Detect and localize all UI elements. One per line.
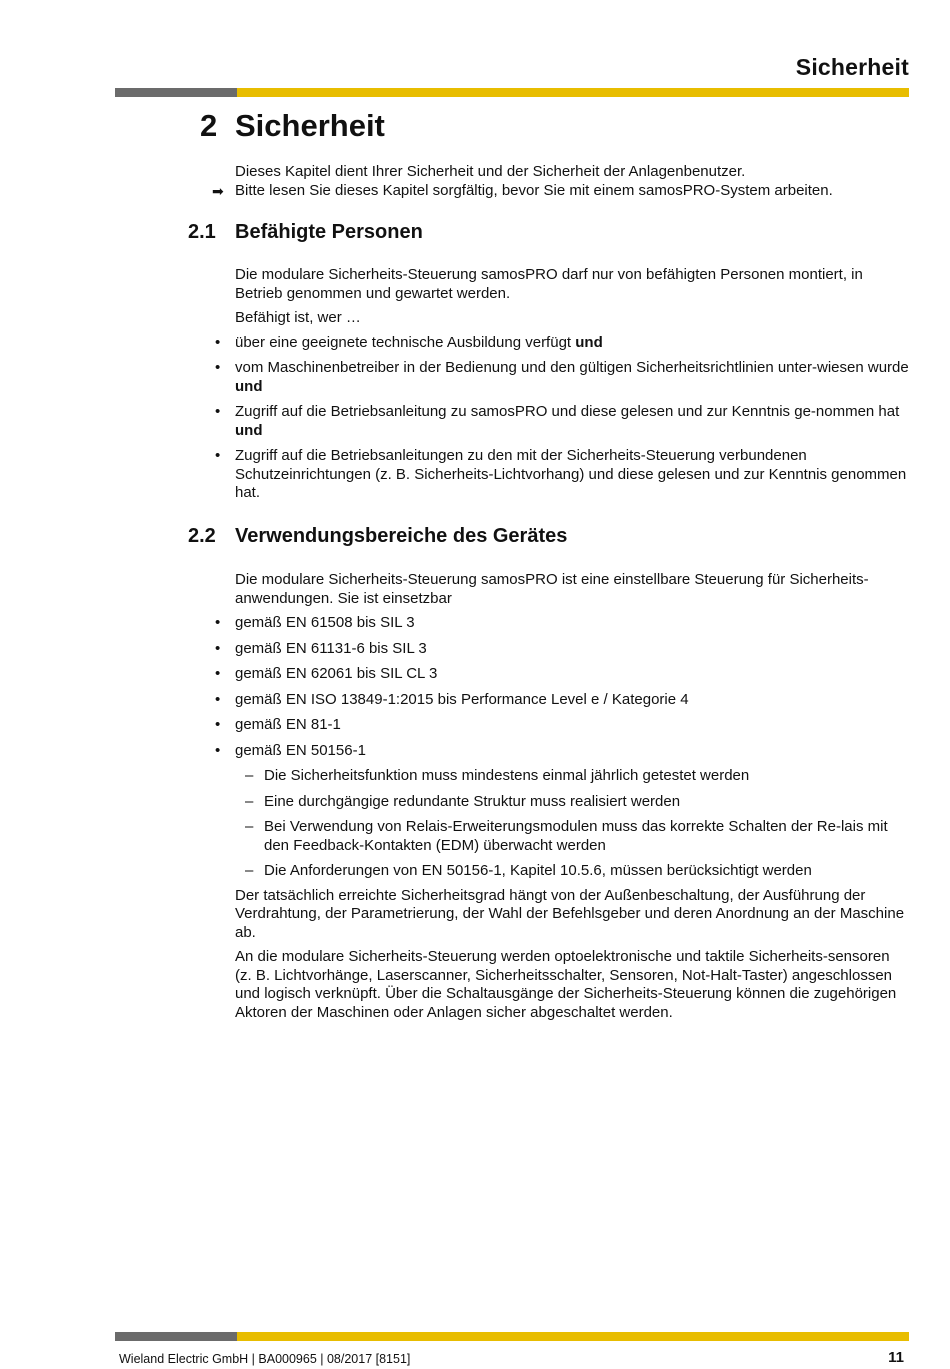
dash-icon: –	[245, 767, 254, 784]
list-item: • gemäß EN 81-1	[215, 716, 341, 733]
paragraph: Die modulare Sicherheits-Steuerung samosPRO darf nur von befähigten Personen montiert, in Betrieb genommen und gewartet werden.	[235, 266, 863, 302]
paragraph: An die modulare Sicherheits-Steuerung werden optoelektronische und taktile Sicherheits-sensoren (z. B. Lichtvorhänge, Laserscanner, Sicherheitsschalter, Sensoren, Not-Halt-Taster) angeschlossen und logisch verknüpft. Über die Schaltausgänge der Sicherheits-Steuerung können die zugehörigen Aktoren der Maschinen oder Anlagen sicher abgeschaltet werden.	[235, 948, 897, 1021]
footer-publisher: Wieland Electric GmbH | BA000965 | 08/2017 [8151]	[119, 1352, 411, 1366]
list-item: • über eine geeignete technische Ausbildung verfügt und	[215, 333, 603, 351]
arrow-right-icon: ➡	[212, 182, 224, 199]
page-number: 11	[888, 1349, 904, 1366]
list-item: • gemäß EN ISO 13849-1:2015 bis Performance Level e / Kategorie 4	[215, 690, 689, 708]
list-item: • Zugriff auf die Betriebsanleitungen zu den mit der Sicherheits-Steuerung verbundenen Schutzeinrichtungen (z. B. Sicherheits-Lichtvorhang) und diese gelesen und zur Kenntnis genommen hat.	[215, 447, 907, 501]
list-item: • gemäß EN 61508 bis SIL 3	[215, 614, 415, 631]
header-rule-grey	[115, 88, 237, 97]
bullet-icon: •	[215, 403, 221, 420]
section-title: Befähigte Personen	[235, 221, 423, 243]
header-rule	[115, 88, 909, 97]
section-title: Verwendungsbereiche des Gerätes	[235, 525, 568, 547]
chapter-title: Sicherheit	[235, 108, 385, 143]
footer-rule-yellow	[237, 1332, 909, 1341]
bullet-icon: •	[215, 639, 221, 657]
footer-rule	[115, 1332, 909, 1341]
sub-list-item: – Die Anforderungen von EN 50156-1, Kapitel 10.5.6, müssen berücksichtigt werden	[245, 862, 812, 879]
bullet-icon: •	[215, 665, 221, 682]
qualification-list	[206, 334, 909, 503]
sub-list-item: – Bei Verwendung von Relais-Erweiterungsmodulen muss das korrekte Schalten der Re-lais mit den Feedback-Kontakten (EDM) überwacht werden	[245, 818, 888, 854]
section-number: 2.2	[188, 525, 216, 547]
dash-icon: –	[245, 792, 254, 810]
list-item: • Zugriff auf die Betriebsanleitung zu samosPRO und diese gelesen und zur Kenntnis ge-nommen hat und	[215, 403, 900, 439]
standards-list	[206, 614, 909, 760]
paragraph: Die modulare Sicherheits-Steuerung samosPRO ist eine einstellbare Steuerung für Sicherheits-anwendungen. Sie ist einsetzbar	[235, 571, 869, 607]
section-heading-2-2	[188, 525, 567, 548]
bullet-icon: •	[215, 447, 221, 464]
instruction-line	[206, 182, 909, 201]
bullet-icon: •	[215, 741, 221, 759]
footer-rule-grey	[115, 1332, 237, 1341]
dash-icon: –	[245, 818, 254, 835]
section-2-1-body	[215, 266, 909, 503]
list-item: • gemäß EN 61131-6 bis SIL 3	[215, 639, 427, 657]
en50156-sublist	[206, 767, 909, 881]
list-item: • gemäß EN 62061 bis SIL CL 3	[215, 665, 438, 682]
section-2-2-body	[215, 571, 909, 1022]
intro-block	[212, 163, 909, 200]
paragraph: Befähigt ist, wer …	[235, 309, 361, 326]
list-item: • gemäß EN 50156-1	[215, 741, 366, 759]
chapter-number: 2	[200, 108, 218, 143]
list-item: • vom Maschinenbetreiber in der Bedienung und den gültigen Sicherheitsrichtlinien unter-wiesen wurde und	[215, 359, 909, 395]
bullet-icon: •	[215, 614, 221, 631]
bullet-icon: •	[215, 716, 221, 733]
bullet-icon: •	[215, 690, 221, 708]
instruction-text: Bitte lesen Sie dieses Kapitel sorgfältig, bevor Sie mit einem samosPRO-System arbeiten.	[235, 181, 833, 199]
header-rule-yellow	[237, 88, 909, 97]
dash-icon: –	[245, 862, 254, 879]
bullet-icon: •	[215, 359, 221, 376]
section-number: 2.1	[188, 221, 216, 243]
sub-list-item: – Die Sicherheitsfunktion muss mindestens einmal jährlich getestet werden	[245, 767, 750, 784]
bullet-icon: •	[215, 333, 221, 351]
chapter-heading	[200, 108, 385, 144]
sub-list-item: – Eine durchgängige redundante Struktur muss realisiert werden	[245, 792, 681, 810]
intro-text: Dieses Kapitel dient Ihrer Sicherheit und der Sicherheit der Anlagenbenutzer.	[235, 163, 746, 180]
section-heading-2-1	[188, 221, 423, 244]
paragraph: Der tatsächlich erreichte Sicherheitsgrad hängt von der Außenbeschaltung, der Ausführung der Verdrahtung, der Parametrierung, der Wahl der Befehlsgeber und deren Anordnung an der Maschine ab.	[235, 886, 905, 941]
running-header-title: Sicherheit	[795, 54, 909, 80]
